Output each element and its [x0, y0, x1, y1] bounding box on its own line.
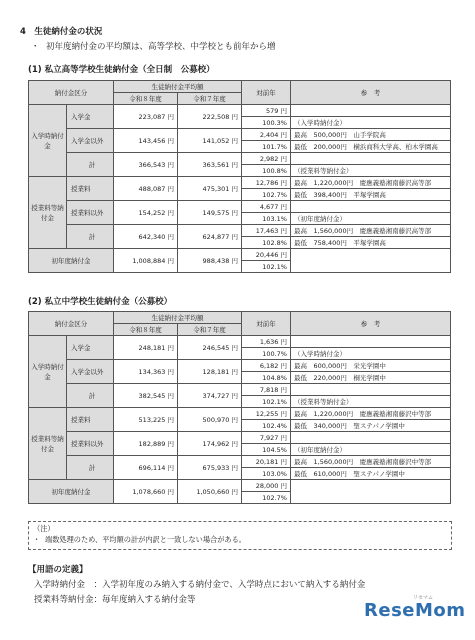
ref-empty — [291, 249, 451, 273]
ref-line: 最高 1,220,000円 慶應義塾湘南藤沢中等部 — [291, 408, 451, 420]
ref-line: 最高 1,560,000円 慶應義塾湘南藤沢高等部 — [291, 225, 451, 237]
definition-item: 入学時納付金 ：入学初年度のみ納入する納付金で、入学時点において納入する納付金 — [34, 580, 366, 590]
ref-line: 最高 1,560,000円 慶應義塾湘南藤沢中等部 — [291, 456, 451, 468]
value-r8: 143,456 円 — [114, 129, 178, 153]
item-label: 授業料 — [67, 177, 114, 201]
value-diff: 579 円 — [242, 105, 291, 117]
header-category: 納付金区分 — [29, 312, 114, 336]
group-label: 入学時納付金 — [29, 105, 67, 177]
ref-line: 最低 398,400円 平塚学園高 — [291, 189, 451, 201]
value-pct: 104.8% — [242, 372, 291, 384]
value-diff: 1,636 円 — [242, 336, 291, 348]
middle-school-caption: (2) 私立中学校生徒納付金（公募校） — [28, 297, 173, 307]
ref-line — [291, 336, 451, 348]
item-label: 入学金 — [67, 105, 114, 129]
total-label: 初年度納付金 — [29, 249, 114, 273]
header-ref: 参 考 — [291, 312, 451, 336]
note-text: 端数処理のため、平均額の計が内訳と一致しない場合がある。 — [45, 535, 246, 544]
value-r8: 154,252 円 — [114, 201, 178, 225]
value-diff: 7,927 円 — [242, 432, 291, 444]
value-r7: 246,545 円 — [178, 336, 242, 360]
value-r8: 366,543 円 — [114, 153, 178, 177]
total-label: 初年度納付金 — [29, 480, 114, 504]
ref-line: （入学時納付金） — [291, 348, 451, 360]
ref-line: 最高 500,000円 山手学院高 — [291, 129, 451, 141]
ref-line: 最低 200,000円 横浜商科大学高、柏木学園高 — [291, 141, 451, 153]
logo-tagline: リセマム — [413, 595, 433, 601]
ref-line: （入学時納付金） — [291, 117, 451, 129]
value-diff: 7,818 円 — [242, 384, 291, 396]
header-yoy: 対前年 — [242, 81, 291, 105]
value-diff: 17,463 円 — [242, 225, 291, 237]
value-r7: 174,962 円 — [178, 432, 242, 456]
ref-line: 最低 758,400円 平塚学園高 — [291, 237, 451, 249]
value-r7: 374,727 円 — [178, 384, 242, 408]
total-pct: 102.7% — [242, 492, 291, 504]
value-pct: 103.0% — [242, 468, 291, 480]
value-diff: 20,181 円 — [242, 456, 291, 468]
value-diff: 4,677 円 — [242, 201, 291, 213]
header-avg: 生徒納付金平均額 — [114, 312, 242, 324]
item-label: 計 — [67, 153, 114, 177]
value-diff: 2,982 円 — [242, 153, 291, 165]
total-r8: 1,008,884 円 — [114, 249, 178, 273]
value-r7: 675,933 円 — [178, 456, 242, 480]
value-r7: 475,301 円 — [178, 177, 242, 201]
value-r7: 141,052 円 — [178, 129, 242, 153]
total-r7: 1,050,660 円 — [178, 480, 242, 504]
header-avg: 生徒納付金平均額 — [114, 81, 242, 93]
value-r8: 513,225 円 — [114, 408, 178, 432]
header-yoy: 対前年 — [242, 312, 291, 336]
high-school-caption: (1) 私立高等学校生徒納付金（全日制 公募校） — [28, 65, 215, 75]
total-pct: 102.1% — [242, 261, 291, 273]
resemom-logo: ReseMom — [364, 600, 466, 621]
total-diff: 20,446 円 — [242, 249, 291, 261]
ref-line: 最高 1,220,000円 慶應義塾湘南藤沢高等部 — [291, 177, 451, 189]
item-label: 授業料以外 — [67, 432, 114, 456]
value-r8: 696,114 円 — [114, 456, 178, 480]
header-r7: 令和７年度 — [178, 93, 242, 105]
ref-line — [291, 201, 451, 213]
value-r7: 624,877 円 — [178, 225, 242, 249]
ref-line — [291, 105, 451, 117]
value-r8: 134,363 円 — [114, 360, 178, 384]
item-label: 入学金 — [67, 336, 114, 360]
note-box — [28, 521, 452, 550]
value-pct: 101.7% — [242, 141, 291, 153]
item-label: 入学金以外 — [67, 129, 114, 153]
ref-line — [291, 432, 451, 444]
value-r7: 149,575 円 — [178, 201, 242, 225]
value-diff: 6,182 円 — [242, 360, 291, 372]
value-pct: 102.1% — [242, 396, 291, 408]
value-r8: 642,340 円 — [114, 225, 178, 249]
value-pct: 100.3% — [242, 117, 291, 129]
value-diff: 12,786 円 — [242, 177, 291, 189]
value-r8: 182,889 円 — [114, 432, 178, 456]
header-ref: 参 考 — [291, 81, 451, 105]
ref-line: （初年度納付金） — [291, 213, 451, 225]
summary-bullet: ・ — [31, 42, 40, 52]
summary-text: 初年度納付金の平均額は、高等学校、中学校とも前年から増 — [46, 42, 276, 52]
ref-line: 最低 220,000円 桐光学園中 — [291, 372, 451, 384]
item-label: 授業料以外 — [67, 201, 114, 225]
value-r7: 363,561 円 — [178, 153, 242, 177]
item-label: 計 — [67, 225, 114, 249]
total-diff: 28,000 円 — [242, 480, 291, 492]
ref-line: （授業料等納付金） — [291, 396, 451, 408]
total-r8: 1,078,660 円 — [114, 480, 178, 504]
header-r8: 令和８年度 — [114, 324, 178, 336]
value-pct: 102.8% — [242, 237, 291, 249]
group-label: 授業料等納付金 — [29, 177, 67, 249]
value-diff: 12,255 円 — [242, 408, 291, 420]
section-title: 4 生徒納付金の状況 — [20, 27, 103, 37]
definitions-heading: 【用語の定義】 — [28, 565, 88, 575]
note-label: （注） — [33, 524, 55, 533]
value-r8: 382,545 円 — [114, 384, 178, 408]
header-r8: 令和８年度 — [114, 93, 178, 105]
header-r7: 令和７年度 — [178, 324, 242, 336]
value-r7: 222,508 円 — [178, 105, 242, 129]
item-label: 入学金以外 — [67, 360, 114, 384]
ref-line — [291, 153, 451, 165]
ref-line: 最低 610,000円 聖ステパノ学園中 — [291, 468, 451, 480]
value-pct: 100.8% — [242, 165, 291, 177]
group-label: 授業料等納付金 — [29, 408, 67, 480]
total-r7: 988,438 円 — [178, 249, 242, 273]
value-r7: 500,970 円 — [178, 408, 242, 432]
value-diff: 2,404 円 — [242, 129, 291, 141]
value-pct: 102.7% — [242, 189, 291, 201]
value-pct: 104.5% — [242, 444, 291, 456]
ref-line: （初年度納付金） — [291, 444, 451, 456]
ref-empty — [291, 480, 451, 504]
definition-item: 授業料等納付金：毎年度納入する納付金等 — [34, 595, 196, 605]
high-school-table — [28, 80, 451, 273]
value-r7: 128,181 円 — [178, 360, 242, 384]
value-pct: 102.4% — [242, 420, 291, 432]
ref-line: 最高 600,000円 栄光学園中 — [291, 360, 451, 372]
item-label: 計 — [67, 456, 114, 480]
value-pct: 103.1% — [242, 213, 291, 225]
ref-line — [291, 384, 451, 396]
note-bullet: ・ — [33, 535, 41, 544]
ref-line: （授業料等納付金） — [291, 165, 451, 177]
group-label: 入学時納付金 — [29, 336, 67, 408]
value-r8: 488,087 円 — [114, 177, 178, 201]
ref-line: 最低 340,000円 聖ステパノ学園中 — [291, 420, 451, 432]
item-label: 授業料 — [67, 408, 114, 432]
header-category: 納付金区分 — [29, 81, 114, 105]
value-r8: 223,087 円 — [114, 105, 178, 129]
value-r8: 248,181 円 — [114, 336, 178, 360]
item-label: 計 — [67, 384, 114, 408]
value-pct: 100.7% — [242, 348, 291, 360]
middle-school-table — [28, 311, 451, 504]
